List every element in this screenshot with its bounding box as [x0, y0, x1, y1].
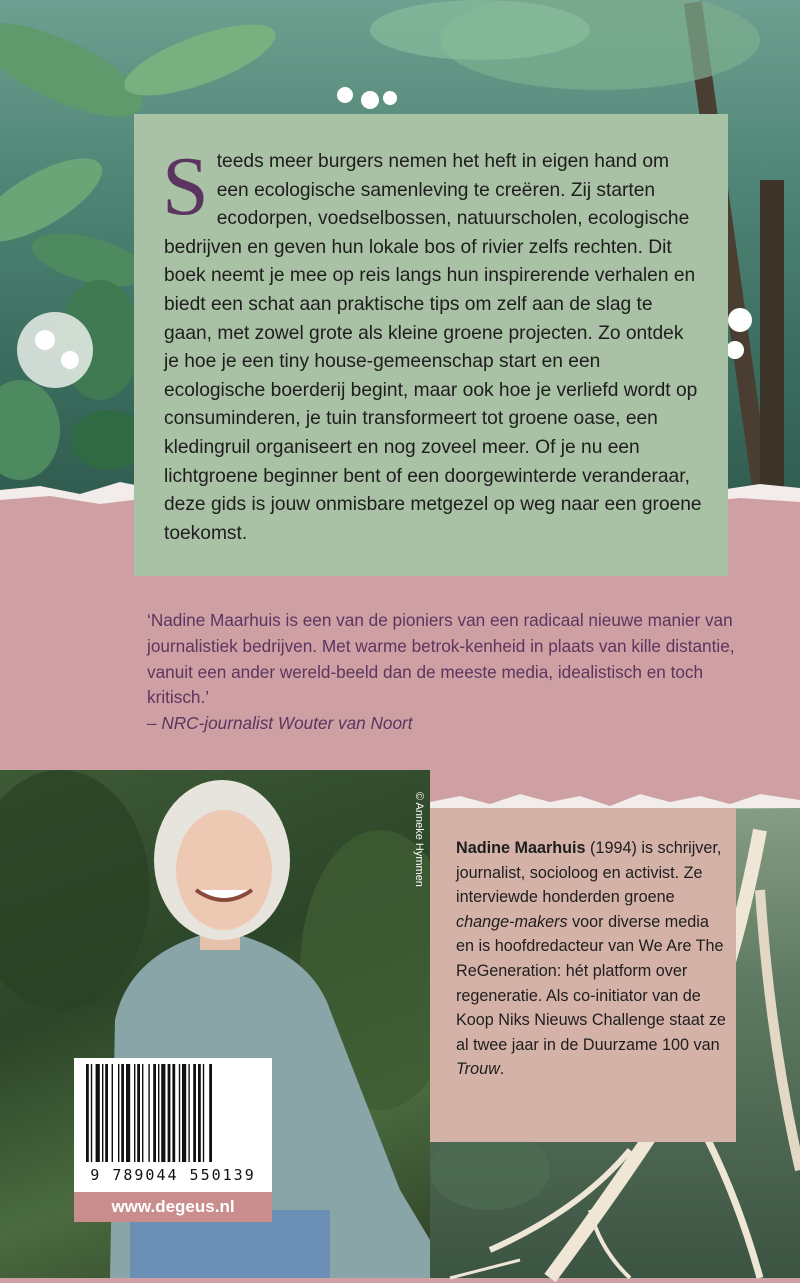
- bio-part-1: is schrijver, journalist, socioloog en activist. Ze interviewde honderden groene: [456, 839, 722, 907]
- review-quote: [147, 608, 762, 737]
- barcode-bar: [105, 1064, 108, 1162]
- barcode-bar: [102, 1064, 103, 1162]
- bio-italic-1: change-makers: [456, 912, 568, 931]
- barcode-bar: [188, 1064, 189, 1162]
- bio-italic-2: Trouw: [456, 1060, 500, 1079]
- description-box: [134, 114, 728, 576]
- barcode-bar: [172, 1064, 175, 1162]
- barcode-bar: [126, 1064, 130, 1162]
- barcode: [74, 1058, 272, 1192]
- barcode-bar: [153, 1064, 156, 1162]
- barcode-bar: [142, 1064, 143, 1162]
- barcode-bar: [118, 1064, 119, 1162]
- photo-credit-text: © Anneke Hymmen: [413, 792, 425, 887]
- photo-credit: [395, 790, 425, 910]
- barcode-bar: [121, 1064, 124, 1162]
- barcode-bars: [84, 1064, 262, 1162]
- barcode-bar: [137, 1064, 140, 1162]
- barcode-bar: [198, 1064, 201, 1162]
- drop-cap: S: [162, 140, 209, 233]
- author-name: Nadine Maarhuis: [456, 839, 586, 857]
- barcode-bar: [148, 1064, 149, 1162]
- bio-text: [456, 836, 726, 1082]
- bio-end: .: [499, 1060, 505, 1079]
- barcode-bar: [112, 1064, 113, 1162]
- barcode-bar: [161, 1064, 165, 1162]
- description-body: teeds meer burgers nemen het heft in eigen hand om een ecologische samenleving te creëren. Zij starten ecodorpen, voedselbossen, natuurscholen, ecologische bedrijven en geven hun lokale bos of rivier zelfs rechten. Dit boek neemt je mee op reis langs hun inspirerende verhalen en biedt een schat aan praktische tips om zelf aan de slag te gaan, met zowel grote als kleine groene projecten. Zo ontdek je hoe je een tiny house-gemeenschap start en een ecologische boerderij begint, maar ook hoe je verliefd wordt op consuminderen, je tuin transformeert tot groene oase, een kledingruil organiseert en nog zoveel meer. Of je nu een lichtgroene beginner bent of een doorgewinterde veranderaar, deze gids is jouw onmisbare metgezel op weg naar een groene toekomst.: [164, 151, 702, 544]
- barcode-bar: [193, 1064, 196, 1162]
- barcode-bar: [158, 1064, 159, 1162]
- barcode-bar: [179, 1064, 180, 1162]
- author-year: (1994): [585, 839, 637, 857]
- quote-text: ‘Nadine Maarhuis is een van de pioniers van een radicaal nieuwe manier van journalistiek bedrijven. Met warme betrok-kenheid in plaats van kille distantie, vanuit een ander wereld-beeld dan de meeste media, idealistisch en toch kritisch.’: [147, 610, 735, 708]
- barcode-bar: [91, 1064, 92, 1162]
- bio-part-2: voor diverse media en is hoofdredacteur van We Are The ReGeneration: hét platform over regeneratie. Als co-initiator van de Koop Niks Nieuws Challenge staat ze al twee jaar in de Duurzame 100 van: [456, 912, 726, 1054]
- barcode-bar: [96, 1064, 100, 1162]
- barcode-number: 9 789044 550139: [90, 1166, 256, 1184]
- barcode-bar: [86, 1064, 89, 1162]
- barcode-bar: [134, 1064, 135, 1162]
- barcode-bar: [182, 1064, 186, 1162]
- barcode-bar: [209, 1064, 212, 1162]
- author-bio: [430, 808, 736, 1142]
- quote-source: – NRC-journalist Wouter van Noort: [147, 713, 413, 734]
- barcode-bar: [203, 1064, 204, 1162]
- publisher-website[interactable]: www.degeus.nl: [74, 1192, 272, 1222]
- description-text: [162, 140, 702, 548]
- barcode-bar: [168, 1064, 171, 1162]
